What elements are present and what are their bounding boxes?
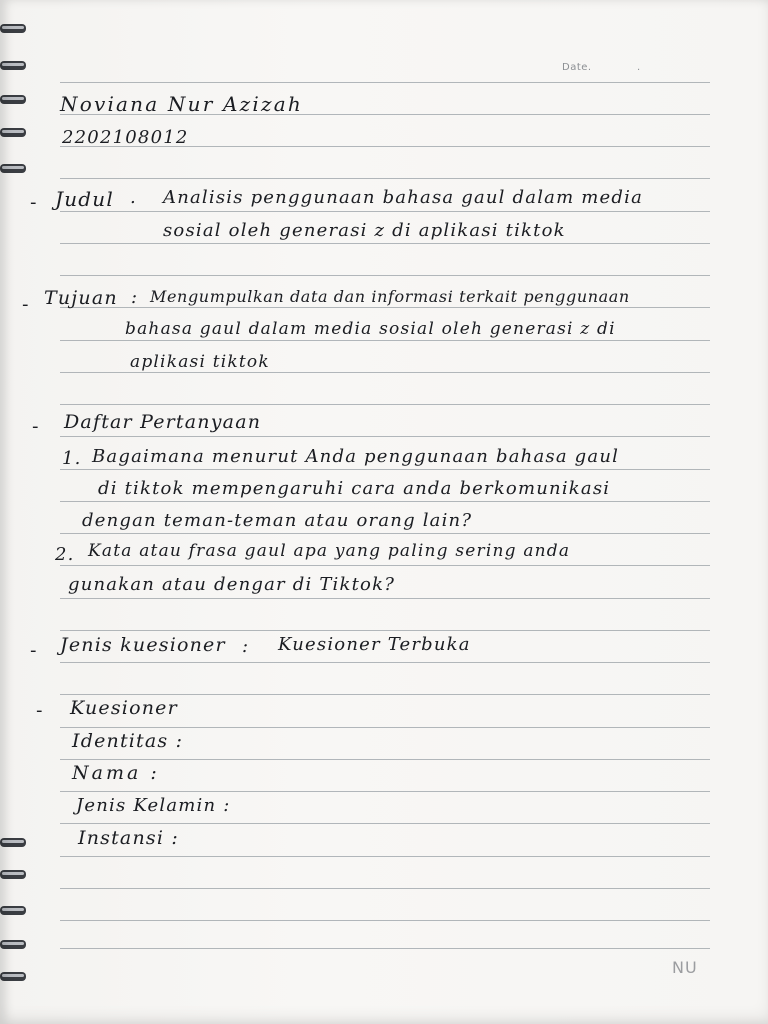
ruled-line (60, 82, 710, 83)
jenis-value: Kuesioner Terbuka (278, 634, 471, 655)
ruled-line (60, 662, 710, 663)
q1-line-3: dengan teman-teman atau orang lain? (82, 510, 473, 531)
jenis-separator: : (242, 636, 250, 657)
kuesioner-title: Kuesioner (70, 697, 178, 719)
bullet-dash: - (30, 640, 37, 661)
ruled-line (60, 275, 710, 276)
ruled-line (60, 178, 710, 179)
q2-number: 2. (55, 544, 75, 565)
ruled-line (60, 307, 710, 308)
ruled-line (60, 404, 710, 405)
judul-line-2: sosial oleh generasi z di aplikasi tiktok (163, 220, 566, 241)
tujuan-line-1: Mengumpulkan data dan informasi terkait penggunaan (150, 287, 630, 306)
ruled-line (60, 501, 710, 502)
spiral-ring-icon (0, 834, 30, 852)
ruled-line (60, 694, 710, 695)
ruled-line (60, 727, 710, 728)
ruled-line (60, 823, 710, 824)
bullet-dash: - (30, 192, 37, 213)
date-value: . (637, 62, 641, 73)
ruled-line (60, 888, 710, 889)
spiral-ring-icon (0, 57, 30, 75)
ruled-line (60, 436, 710, 437)
ruled-line (60, 211, 710, 212)
ruled-line (60, 533, 710, 534)
jenis-kelamin-label: Jenis Kelamin : (76, 795, 231, 816)
judul-line-1: Analisis penggunaan bahasa gaul dalam media (163, 187, 644, 208)
date-label: Date. (562, 62, 592, 73)
spiral-ring-icon (0, 91, 30, 109)
nama-label: Nama : (72, 762, 160, 784)
ruled-line (60, 920, 710, 921)
ruled-line (60, 469, 710, 470)
tujuan-line-3: aplikasi tiktok (130, 352, 270, 372)
spiral-ring-icon (0, 124, 30, 142)
ruled-line (60, 791, 710, 792)
q1-number: 1. (62, 448, 82, 469)
q1-line-2: di tiktok mempengaruhi cara anda berkomunikasi (98, 478, 611, 499)
judul-separator: . (130, 187, 137, 208)
ruled-line (60, 630, 710, 631)
author-name: Noviana Nur Azizah (60, 92, 303, 116)
spiral-ring-icon (0, 866, 30, 884)
student-id: 2202108012 (62, 127, 189, 148)
tujuan-line-2: bahasa gaul dalam media sosial oleh generasi z di (125, 319, 616, 339)
tujuan-separator: : (131, 287, 139, 308)
ruled-line (60, 759, 710, 760)
judul-label: Judul (55, 187, 114, 211)
spiral-ring-icon (0, 20, 30, 38)
daftar-heading: Daftar Pertanyaan (64, 411, 262, 433)
instansi-label: Instansi : (78, 827, 179, 849)
ruled-line (60, 565, 710, 566)
bullet-dash: - (22, 294, 29, 315)
ruled-line (60, 598, 710, 599)
identitas-label: Identitas : (72, 730, 184, 752)
spiral-ring-icon (0, 902, 30, 920)
spiral-ring-icon (0, 968, 30, 986)
ruled-line (60, 243, 710, 244)
tujuan-label: Tujuan (44, 287, 118, 309)
spiral-ring-icon (0, 936, 30, 954)
ruled-line (60, 856, 710, 857)
q1-line-1: Bagaimana menurut Anda penggunaan bahasa gaul (92, 446, 620, 467)
jenis-label: Jenis kuesioner (60, 634, 226, 656)
q2-line-2: gunakan atau dengar di Tiktok? (68, 574, 396, 595)
bullet-dash: - (36, 700, 43, 721)
ruled-line (60, 340, 710, 341)
q2-line-1: Kata atau frasa gaul apa yang paling sering anda (88, 541, 571, 561)
bullet-dash: - (32, 416, 39, 437)
ruled-line (60, 948, 710, 949)
spiral-ring-icon (0, 160, 30, 178)
notebook-brand-logo: NU (672, 958, 698, 977)
ruled-line (60, 372, 710, 373)
